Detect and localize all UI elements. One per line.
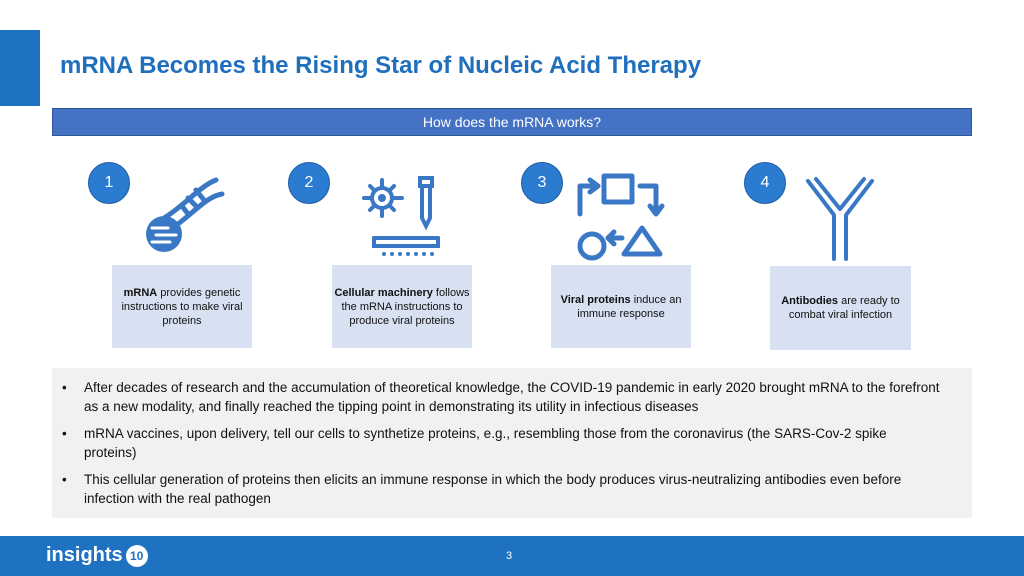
step-2-description: [332, 265, 472, 348]
shapes-cycle-icon: [570, 172, 670, 264]
dna-icon: [138, 172, 228, 262]
title-accent-bar: [0, 30, 40, 106]
step-3-bold: Viral proteins: [560, 293, 631, 306]
step-4-bold: Antibodies: [781, 295, 839, 307]
step-1-number: 1: [88, 162, 130, 204]
cell-pipette-icon: [360, 172, 450, 262]
step-4-number: 4: [744, 162, 786, 204]
step-3-description: [551, 265, 691, 348]
step-3-text: induce an immune response: [577, 293, 682, 320]
insights10-logo: insights 10: [46, 544, 148, 567]
step-2-number: 2: [288, 162, 330, 204]
footer-bar: [0, 536, 1024, 576]
step-1-text: provides genetic instructions to make viral proteins: [121, 286, 243, 327]
bullet-panel: [52, 368, 972, 518]
step-1-bold: mRNA: [123, 286, 158, 299]
step-4-text: are ready to combat viral infection: [788, 295, 900, 321]
bullet-item: • After decades of research and the accumulation of theoretical knowledge, the COVID-19 pandemic in early 2020 brought mRNA to the forefront as a new modality, and finally reached the tipping point in demonstrating its utility in infectious diseases: [62, 380, 940, 414]
antibody-icon: [800, 175, 880, 263]
subheader-banner: How does the mRNA works?: [52, 108, 972, 136]
step-1-description: [112, 265, 252, 348]
step-2-bold: Cellular machinery: [334, 286, 433, 299]
step-3-number: 3: [521, 162, 563, 204]
step-4-description: [770, 266, 911, 350]
bullet-item: • mRNA vaccines, upon delivery, tell our cells to synthetize proteins, e.g., resembling those from the coronavirus (the SARS-Cov-2 spike proteins): [62, 426, 887, 460]
step-2-text: follows the mRNA instructions to produce viral proteins: [341, 286, 470, 327]
bullet-item: • This cellular generation of proteins then elicits an immune response in which the body produces virus-neutralizing antibodies even before infection with the real pathogen: [62, 472, 902, 506]
page-title: mRNA Becomes the Rising Star of Nucleic Acid Therapy: [60, 52, 702, 79]
page-number: 3: [506, 550, 513, 562]
